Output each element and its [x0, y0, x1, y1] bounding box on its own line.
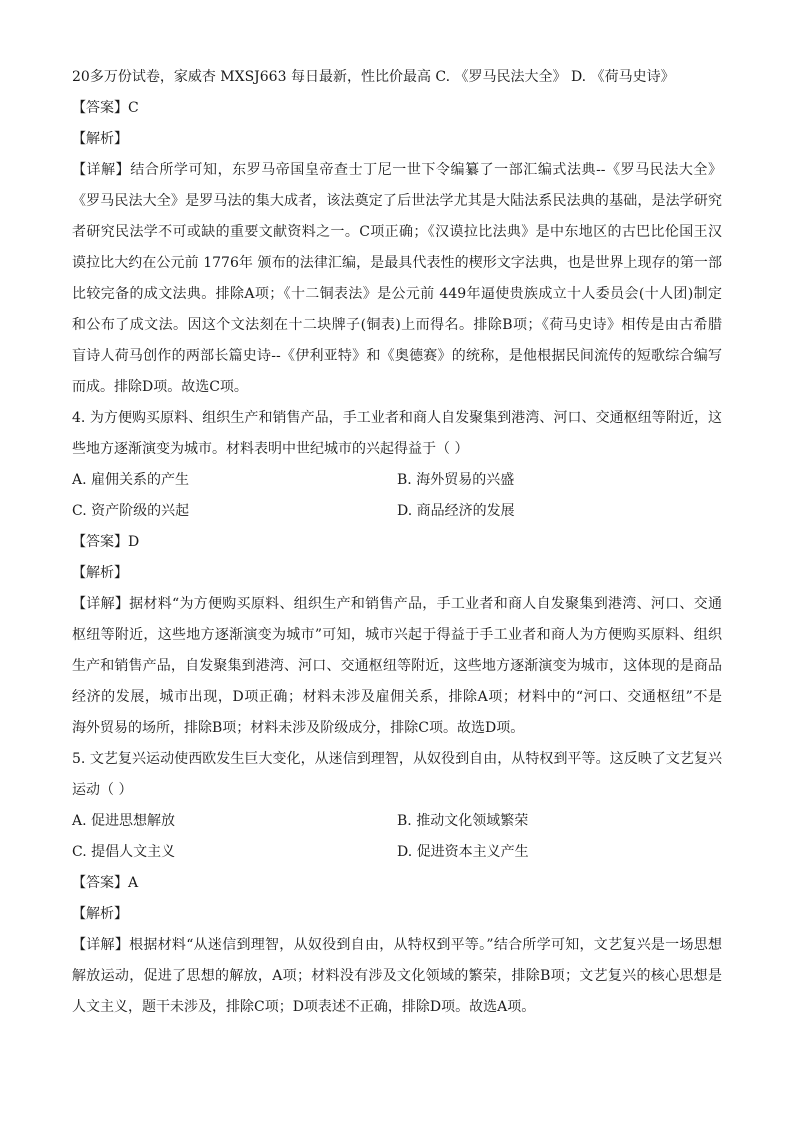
- q3-detail-line: 【详解】结合所学可知，东罗马帝国皇帝查士丁尼一世下令编纂了一部汇编式法典--《罗马民法大全》: [72, 162, 722, 178]
- q3-detail-line: 比较完备的成文法典。排除A项；《十二铜表法》是公元前 449年逼使贵族成立十人委员会(十人团)制定: [72, 286, 722, 302]
- q5-options-row: [72, 837, 722, 868]
- q4-answer: 【答案】D: [72, 534, 140, 550]
- q4-detail-line: 生产和销售产品，自发聚集到港湾、河口、交通枢纽等附近，这些地方逐渐演变为城市，这体现的是商品: [72, 658, 722, 674]
- q4-option-a: A. 雇佣关系的产生: [72, 472, 190, 488]
- q5-detail-line: 解放运动，促进了思想的解放，A项；材料没有涉及文化领域的繁荣，排除B项；文艺复兴的核心思想是: [72, 968, 722, 984]
- q5-stem-line: 运动（ ）: [72, 782, 133, 798]
- q5-answer: 【答案】A: [72, 875, 139, 891]
- q5-detail-line: 【详解】根据材料“从迷信到理智，从奴役到自由，从特权到平等。”结合所学可知，文艺复兴是一场思想: [72, 937, 722, 953]
- q5-option-a: A. 促进思想解放: [72, 813, 176, 829]
- document-page: [72, 62, 722, 1023]
- q3-detail-line: 谟拉比大约在公元前 1776年 颁布的法律汇编，是最具代表性的楔形文字法典，也是世界上现存的第一部: [72, 255, 722, 271]
- q5-option-b: B. 推动文化领域繁荣: [397, 813, 529, 829]
- q3-detail-line: 者研究民法学不可或缺的重要文献资料之一。C项正确；《汉谟拉比法典》是中东地区的古巴比伦国王汉: [72, 224, 722, 240]
- header-line: 20多万份试卷，家威杏 MXSJ663 每日最新，性比价最高 C. 《罗马民法大全》 D. 《荷马史诗》: [72, 69, 675, 85]
- q5-stem-line: 5. 文艺复兴运动使西欧发生巨大变化，从迷信到理智，从奴役到自由，从特权到平等。这反映了文艺复兴: [72, 751, 722, 767]
- q5-stem: [72, 744, 722, 806]
- q3-answer: 【答案】C: [72, 100, 139, 116]
- q4-detail-line: 【详解】据材料“为方便购买原料、组织生产和销售产品，手工业者和商人自发聚集到港湾、河口、交通: [72, 596, 722, 612]
- q4-detail-line: 经济的发展，城市出现，D项正确；材料未涉及雇佣关系，排除A项；材料中的“河口、交通枢纽”不是: [72, 689, 722, 705]
- q5-option-c: C. 提倡人文主义: [72, 844, 176, 860]
- q4-stem-line: 些地方逐渐演变为城市。材料表明中世纪城市的兴起得益于（ ）: [72, 441, 469, 457]
- q4-options-row: [72, 465, 722, 496]
- q3-detail: [72, 155, 722, 403]
- q3-analysis-heading: 【解析】: [72, 131, 128, 147]
- q3-detail-line: 《罗马民法大全》是罗马法的集大成者，该法奠定了后世法学尤其是大陆法系民法典的基础，是法学研究: [72, 193, 722, 209]
- q4-detail-line: 海外贸易的场所，排除B项；材料未涉及阶级成分，排除C项。故选D项。: [72, 720, 525, 736]
- q4-option-b: B. 海外贸易的兴盛: [397, 472, 515, 488]
- q4-option-c: C. 资产阶级的兴起: [72, 503, 190, 519]
- q4-option-d: D. 商品经济的发展: [397, 503, 515, 519]
- q4-stem: [72, 403, 722, 465]
- q5-options-row: [72, 806, 722, 837]
- q5-detail-line: 人文主义，题干未涉及，排除C项；D项表述不正确，排除D项。故选A项。: [72, 999, 536, 1015]
- q4-analysis-heading: 【解析】: [72, 565, 128, 581]
- q3-detail-line: 而成。排除D项。故选C项。: [72, 379, 248, 395]
- q4-stem-line: 4. 为方便购买原料、组织生产和销售产品，手工业者和商人自发聚集到港湾、河口、交通枢纽等附近，这: [72, 410, 722, 426]
- q4-detail: [72, 589, 722, 744]
- q5-detail: [72, 930, 722, 1023]
- q3-detail-line: 盲诗人荷马创作的两部长篇史诗--《伊利亚特》和《奥德赛》的统称，是他根据民间流传的短歌综合编写: [72, 348, 722, 364]
- q5-option-d: D. 促进资本主义产生: [397, 844, 529, 860]
- q3-detail-line: 和公布了成文法。因这个文法刻在十二块牌子(铜表)上而得名。排除B项；《荷马史诗》相传是由古希腊: [72, 317, 722, 333]
- q5-analysis-heading: 【解析】: [72, 906, 128, 922]
- q4-detail-line: 枢纽等附近，这些地方逐渐演变为城市”可知，城市兴起于得益于手工业者和商人为方便购买原料、组织: [72, 627, 722, 643]
- q4-options-row: [72, 496, 722, 527]
